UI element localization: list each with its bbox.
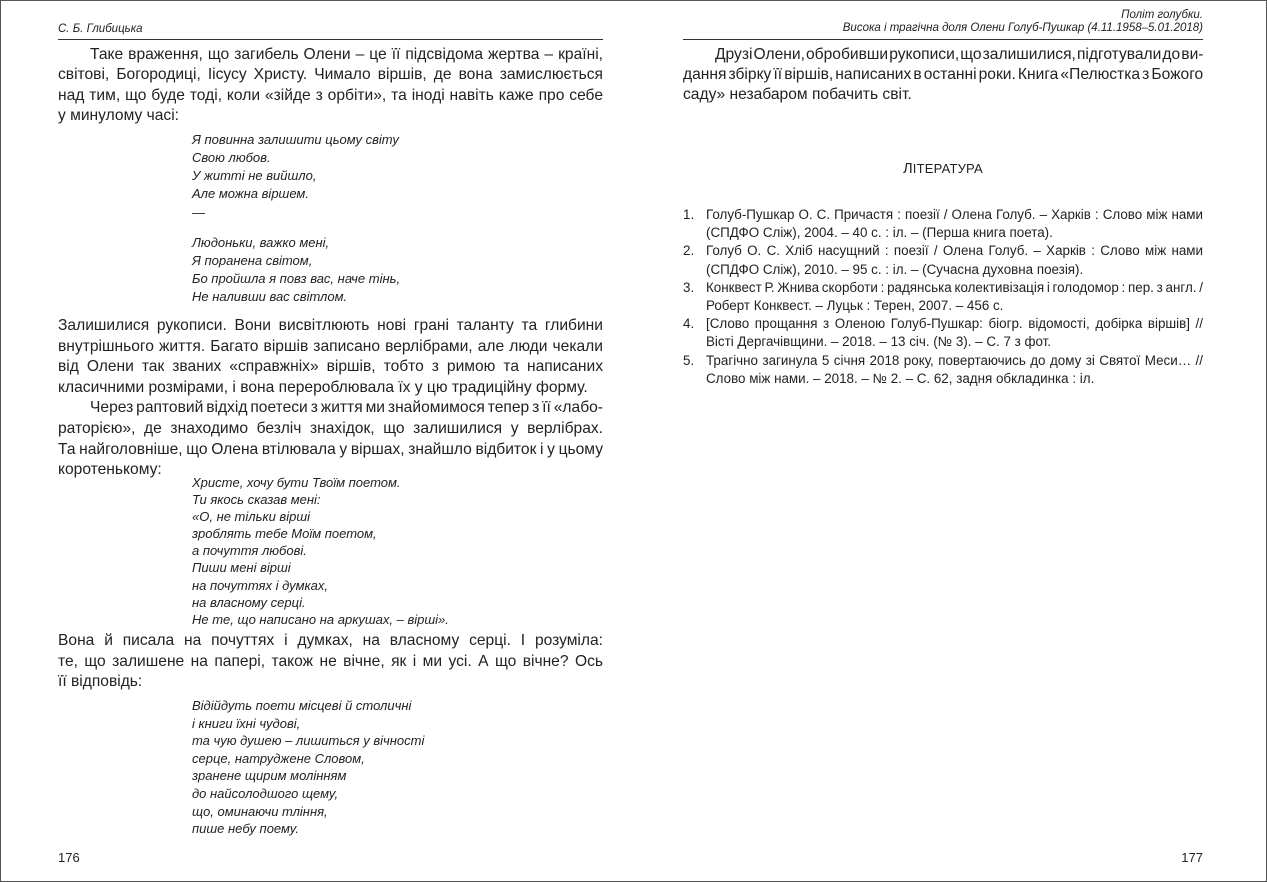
poem-line: Христе, хочу бути Твоїм поетом. (192, 475, 401, 490)
references-heading (683, 161, 1203, 177)
reference-line: Голуб-Пушкар О. С. Причастя : поезії / Олена Голуб. – Харків : Слово між нами (706, 207, 1203, 222)
right-running-header (683, 9, 1203, 35)
reference-number: 5. (683, 352, 695, 368)
heading-rest: ІТЕРАТУРА (912, 161, 983, 176)
poem-line: Відійдуть поети місцеві й столичні (192, 698, 412, 713)
poem-line: і книги їхні чудові, (192, 715, 301, 731)
text-line: у минулому часі: (58, 106, 179, 124)
text-line: Вона й писала на почуттях і думках, на власному серці. І розуміла: (58, 632, 603, 649)
poem-line: Я повинна залишити цьому світу (192, 132, 399, 147)
right-page-number: 177 (1181, 850, 1203, 865)
text-line: світові, Богородиці, Іісусу Христу. Чимало віршів, де вона замислюється (58, 66, 603, 84)
poem-line: «О, не тільки вірші (192, 509, 311, 525)
text-line: Таке враження, що загибель Олени – це її підсвідома жертва – країні, (90, 46, 603, 63)
reference-line: (СПДФО Сліж), 2010. – 95 с. : іл. – (Сучасна духовна поезія). (706, 261, 1084, 277)
reference-item (683, 352, 1203, 388)
text-line: внутрішнього життя. Багато віршів записано верлібрами, але люди чекали (58, 337, 603, 355)
poem-line: Ти якось сказав мені: (192, 492, 321, 508)
reference-line: Голуб О. С. Хліб насущний : поезії / Олена Голуб. – Харків : Слово між нами (706, 243, 1203, 259)
text-line: коротенькому: (58, 461, 162, 479)
right-paragraph-1 (683, 45, 1203, 104)
poem-line: У житті не вийшло, (192, 168, 317, 183)
reference-line: [Слово прощання з Оленою Голуб-Пушкар: біогр. відомості, добірка віршів] // (706, 316, 1203, 332)
left-paragraph-2 (58, 316, 603, 481)
reference-number: 3. (683, 279, 695, 295)
poem-line: на почуттях і думках, (192, 577, 329, 593)
poem-line: Але можна віршем. (192, 186, 309, 201)
left-paragraph-1 (58, 45, 603, 126)
text-line: дання збірку її віршів, написаних в останні роки. Книга «Пелюстка з Божого (683, 65, 1204, 83)
right-header-rule (683, 39, 1203, 40)
reference-item (683, 242, 1203, 278)
reference-item (683, 206, 1203, 242)
poem-line: Я поранена світом, (192, 253, 313, 268)
poem-line: пише небу поему. (192, 821, 300, 837)
poem-line: зранене щирим молінням (192, 768, 347, 784)
text-line: її відповідь: (58, 673, 143, 690)
poem-line: Бо пройшла я повз вас, наче тінь, (192, 271, 401, 286)
text-line: від Олени так званих «справжніх» віршів, тобто з римою та написаних (58, 358, 603, 376)
left-running-header: С. Б. Глибицька (58, 23, 143, 35)
reference-number: 4. (683, 316, 695, 332)
text-line: Друзі Олени, обробивши рукописи, що залишилися, підготували до ви- (715, 46, 1204, 63)
left-header-rule (58, 39, 603, 40)
poem-line: а почуття любові. (192, 543, 307, 559)
poem-line: Не наливши вас світлом. (192, 289, 348, 304)
references-list (683, 206, 1203, 388)
left-page-number: 176 (58, 850, 80, 865)
heading-initial: Л (903, 161, 913, 177)
poem-2 (192, 474, 449, 628)
reference-line: Слово між нами. – 2018. – № 2. – С. 62, задня обкладинка : іл. (706, 370, 1095, 386)
reference-number: 2. (683, 243, 695, 259)
poem-line: що, оминаючи тління, (192, 803, 328, 819)
text-line: Через раптовий відхід поетеси з життя ми знайомимося тепер з її «лабо- (90, 399, 603, 417)
header-line: Політ голубки. (1121, 9, 1203, 21)
reference-number: 1. (683, 207, 695, 222)
poem-line: серце, натруджене Словом, (192, 750, 365, 766)
poem-1-stanza-1 (192, 131, 399, 203)
reference-line: Роберт Конквест. – Луцьк : Терен, 2007. – 456 с. (706, 298, 1004, 314)
poem-line: зроблять тебе Моїм поетом, (192, 526, 377, 542)
reference-item (683, 279, 1203, 315)
header-line: Висока і трагічна доля Олени Голуб-Пушкар (4.11.1958–5.01.2018) (842, 22, 1203, 34)
poem-line: Пиши мені вірші (192, 560, 291, 576)
poem-line: до найсолодшого щему, (192, 785, 339, 801)
poem-separator: — (192, 205, 205, 220)
text-line: класичними розмірами, і вона перероблювала їх у цю традиційну форму. (58, 378, 588, 396)
text-line: раторією», де знаходимо безліч знахідок, що залишилися у верлібрах. (58, 419, 603, 437)
text-line: Залишилися рукописи. Вони висвітлюють нові грані таланту та глибини (58, 317, 603, 334)
text-line: Та найголовніше, що Олена втілювала у віршах, знайшло відбиток і у цьому (58, 440, 603, 458)
poem-line: Людоньки, важко мені, (192, 235, 330, 250)
poem-line: Не те, що написано на аркушах, – вірші». (192, 611, 449, 627)
reference-line: (СПДФО Сліж), 2004. – 40 с. : іл. – (Перша книга поета). (706, 225, 1053, 241)
reference-line: Трагічно загинула 5 січня 2018 року, повертаючись до дому зі Святої Меси… // (706, 352, 1203, 368)
text-line: саду» незабаром побачить світ. (683, 85, 912, 103)
reference-item (683, 315, 1203, 351)
text-line: над тим, що буде тоді, коли «зійде з орбіти», та іноді навіть каже про себе (58, 86, 603, 104)
reference-line: Вісті Дергачівщини. – 2018. – 13 січ. (№ 3). – С. 7 з фот. (706, 334, 1052, 350)
reference-line: Конквест Р. Жнива скорботи : радянська колективізація і голодомор : пер. з англ. / (706, 279, 1203, 295)
poem-3 (192, 697, 424, 838)
poem-1-stanza-2 (192, 234, 400, 306)
left-paragraph-3 (58, 631, 603, 693)
poem-line: на власному серці. (192, 594, 306, 610)
poem-line: Свою любов. (192, 150, 271, 165)
poem-line: та чую душею – лишиться у вічності (192, 733, 425, 749)
text-line: те, що залишене на папері, також не вічне, як і ми усі. А що вічне? Ось (58, 652, 603, 670)
